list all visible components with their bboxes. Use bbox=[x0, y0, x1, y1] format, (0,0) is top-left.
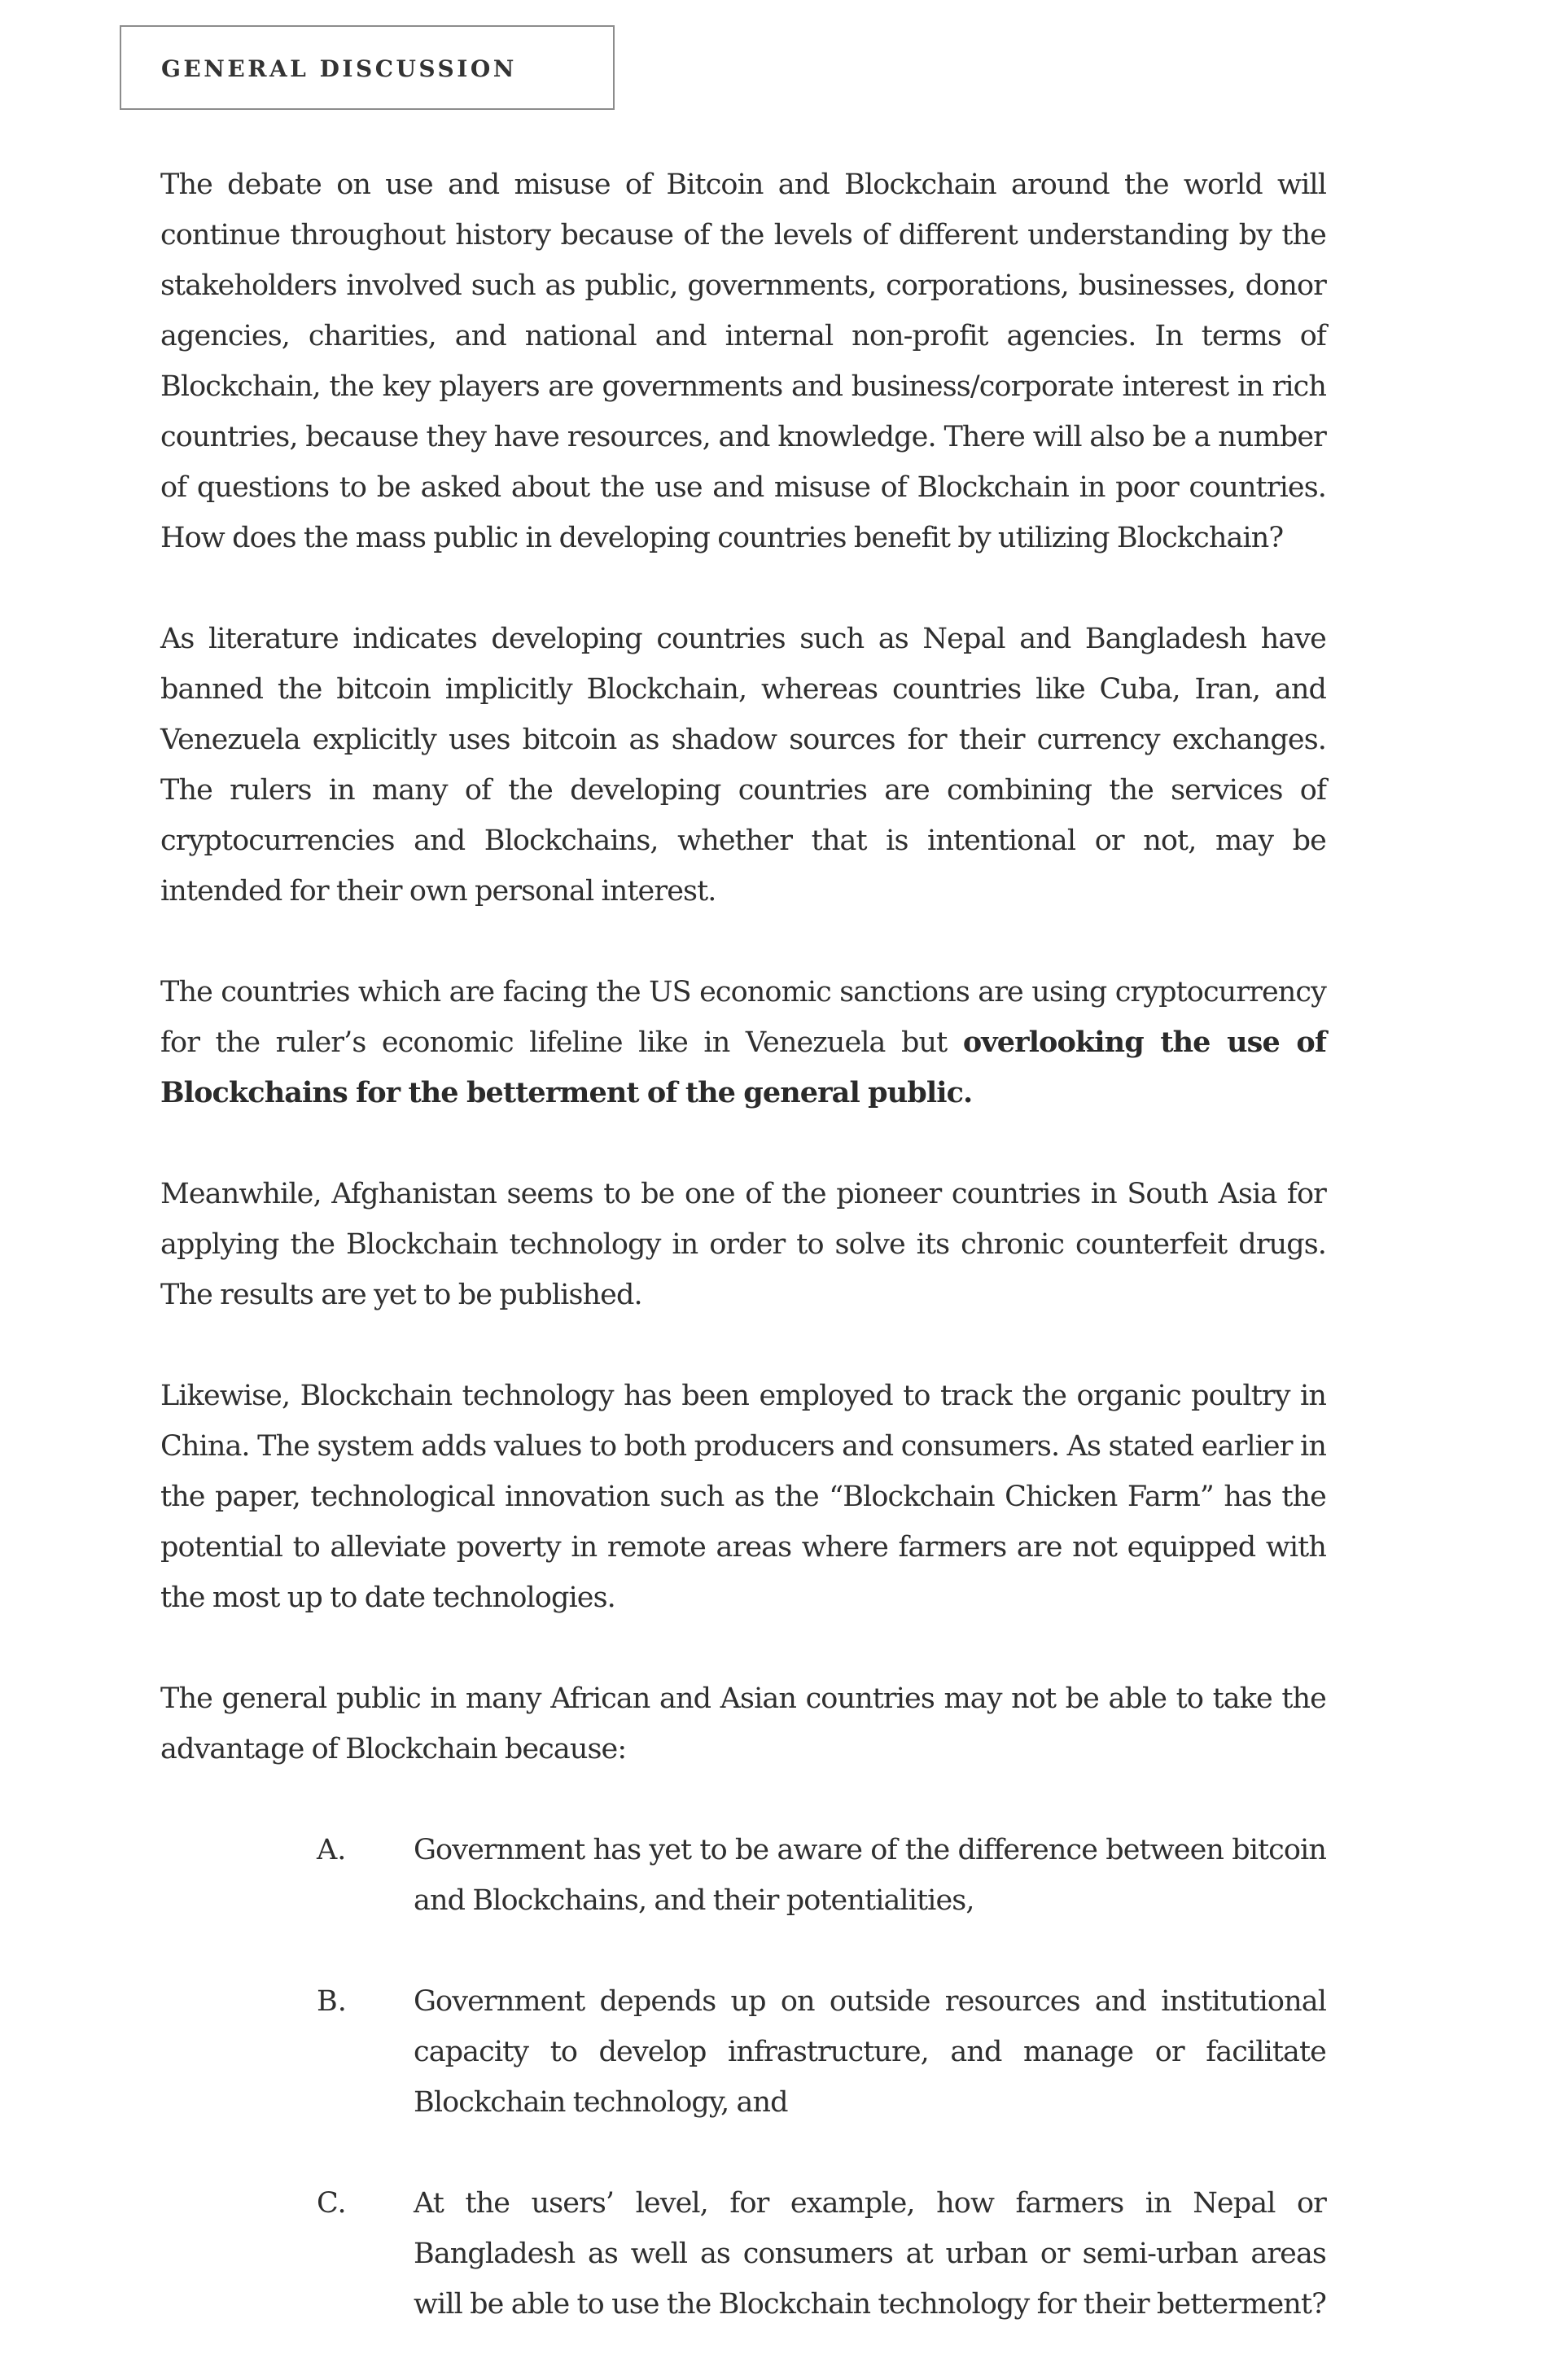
list-item bbox=[160, 1976, 1326, 2128]
paragraph-general-public: The general public in many African and Asian countries may not be able to take the advantage of Blockchain because: bbox=[160, 1682, 1326, 1765]
paragraph-sanctions-text: The countries which are facing the US economic sanctions are using cryptocurrency for the ruler’s economic lifeline like in Venezuela but bbox=[160, 976, 1326, 1059]
paragraph-afghanistan: Meanwhile, Afghanistan seems to be one of the pioneer countries in South Asia for applying the Blockchain technology in order to solve its chronic counterfeit drugs. The results are yet to be published. bbox=[160, 1178, 1326, 1311]
list-marker: A. bbox=[317, 1834, 347, 1866]
list-item bbox=[160, 2178, 1326, 2330]
list-marker: C. bbox=[317, 2187, 347, 2220]
reasons-list bbox=[160, 1825, 1326, 2330]
paragraph-sanctions-emphasis: overlooking the use of Blockchains for the betterment of the general public. bbox=[160, 1026, 1326, 1109]
paragraph-economic-sanctions bbox=[160, 967, 1326, 1118]
paragraph-blockchain-debate: The debate on use and misuse of Bitcoin and Blockchain around the world will continue throughout history because of the levels of different understanding by the stakeholders involved such as public, governments, corporations, businesses, donor agencies, charities, and national and internal non-profit agencies. In terms of Blockchain, the key players are governments and business/corporate interest in rich countries, because they have resources, and knowledge. There will also be a number of questions to be asked about the use and misuse of Blockchain in poor countries. How does the mass public in developing countries benefit by utilizing Blockchain? bbox=[160, 168, 1326, 554]
section-heading-box bbox=[120, 25, 615, 110]
list-item-text: Government has yet to be aware of the difference between bitcoin and Blockchains, and their potentialities, bbox=[414, 1834, 1326, 1917]
paragraph-developing-countries: As literature indicates developing countries such as Nepal and Bangladesh have banned the bitcoin implicitly Blockchain, whereas countries like Cuba, Iran, and Venezuela explicitly uses bitcoin as shadow sources for their currency exchanges. The rulers in many of the developing countries are combining the services of cryptocurrencies and Blockchains, whether that is intentional or not, may be intended for their own personal interest. bbox=[160, 623, 1326, 908]
list-marker: B. bbox=[317, 1985, 347, 2018]
list-item bbox=[160, 1825, 1326, 1926]
list-item-text: At the users’ level, for example, how farmers in Nepal or Bangladesh as well as consumers at urban or semi-urban areas will be able to use the Blockchain technology for their betterment? bbox=[414, 2187, 1326, 2321]
article-body bbox=[160, 160, 1326, 2380]
list-item-text: Government depends up on outside resources and institutional capacity to develop infrastructure, and manage or facilitate Blockchain technology, and bbox=[414, 1985, 1326, 2119]
section-heading: GENERAL DISCUSSION bbox=[161, 55, 517, 82]
paragraph-china-poultry: Likewise, Blockchain technology has been employed to track the organic poultry in China. The system adds values to both producers and consumers. As stated earlier in the paper, technological innovation such as the “Blockchain Chicken Farm” has the potential to alleviate poverty in remote areas where farmers are not equipped with the most up to date technologies. bbox=[160, 1380, 1326, 1614]
